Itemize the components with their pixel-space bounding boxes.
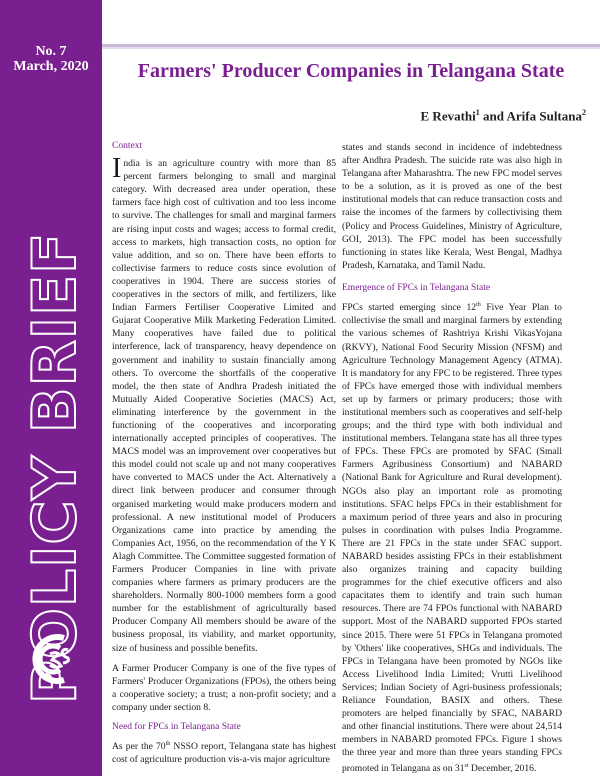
need-paragraph: [112, 738, 336, 766]
author-2-mark: 2: [582, 108, 586, 117]
right-paragraph-2-text-b: Five Year Plan to collectivise the small and marginal farmers by extending the various schemes of Rashtriya Krishi VikasYojana (RKVY), National Food Security Mission (NFSM) and Agriculture Technology Management Agency (ATMA). It is mandatory for any FPC to be registered. Three types of FPCs have emerged those with individual members set up by farmers or primary producers; those with institutional members such as cooperatives and self-help groups; and the third type with both individual and institutional members. Telangana state has all three types of FPCs. These FPCs are promoted by SFAC (Small Farmers Agribusiness Consortium) and NABARD (National Bank for Agriculture and Rural development). NGOs also play an important role as promoting institutions. SFAC helps FPCs in their establishment for a maximum period of three years and also in procuring pulses in coordination with pulses India Programme. There are 21 FPCs in the state under SFAC support. NABARD besides assisting FPCs in their establishment also organizes training and capacity building programmes for the chief executive officers and also capacitates them to identify and train such human resources. There are 74 FPOs functional with NABARD support. Most of the NABARD supported FPOs started since 2015. There were 51 FPCs in Telangana promoted by 'Others' like cooperatives, SHGs and individuals. The FPCs in Telangana have been promoted by NGOs like Access Livelihood India Limited; Vrutti Livelihood Services; Indian Society of Agri-business professionals; Reliance Foundation, BASIX and others. These promoters are helped financially by SFAC, NABARD and other financial institutions. There were about 24,514 members in NABARD promoted FPCs. Figure 1 shows the three year and more than three years standing FPCs promoted in Telangana as on 31: [342, 302, 562, 774]
context-heading: Context: [112, 141, 143, 151]
author-1: E Revathi: [420, 108, 476, 124]
need-paragraph-sup: th: [165, 741, 171, 748]
context-paragraph-1: [112, 153, 336, 655]
left-column: [112, 140, 336, 774]
author-2: Arifa Sultana: [506, 108, 582, 124]
right-paragraph-2-text-a: FPCs started emerging since 12: [342, 302, 477, 314]
right-paragraph-2-sup2: st: [464, 762, 469, 769]
issue-info: [6, 44, 96, 74]
dropcap: I: [112, 153, 122, 185]
cess-logo-icon: [20, 628, 82, 690]
context-paragraph-1-text: ndia is an agriculture country with more than 85 percent farmers belonging to small and marginal category. With decreased area under operation, these farmers face high cost of cultivation and too less income to survive. The challenges for small and marginal farmers are rising input costs and wages; access to formal credit, access to markets, high transaction costs, no option for value addition, and so on. There have been efforts to collectivise farmers to reduce costs since evolution of cooperatives in 1904. There are success stories of cooperatives in the sectors of milk, and fertilizers, like Indian Farmers Fertiliser Cooperative Limited and Gujarat Cooperative Milk Marketing Federation Limited. Many cooperatives have failed due to political interference, lack of transparency, heavy dependence on government and inability to sustain financially among others. To overcome the shortfalls of the cooperative model, the then state of Andhra Pradesh initiated the Mutually Aided Cooperative Societies (MACS) Act, eliminating interference by the government in the functioning of the cooperatives and incorporating internationally accepted principles of cooperatives. The MACS model was an improvement over cooperatives but this model could not scale up and not many cooperatives have converted to MACS under the Act. Alternatively a direct link between producer and consumer through organised marketing would make producers modern and professional. A new institutional model of Producers Organizations came into practice by amending the Companies Act, 1956, on the recommendation of the Y K Alagh Committee. The Committee suggested formation of Farmers Producer Companies in line with private companies where farmers as primary producers are the shareholders. Normally 800-1000 members form a good number for the establishment of agriculturally based Producer Company All members should be aware of the business proposal, its viability, and market opportunity, size of business and possible benefits.: [112, 158, 336, 654]
policy-brief-title: POLICY BRIEF: [20, 231, 90, 705]
right-paragraph-2-text-c: December, 2016.: [468, 762, 537, 774]
issue-date: March, 2020: [13, 59, 89, 74]
issue-number: No. 7: [35, 44, 67, 59]
emergence-heading: Emergence of FPCs in Telangana State: [342, 282, 491, 293]
right-paragraph-2: [342, 299, 562, 775]
right-paragraph-2-sup: th: [476, 302, 481, 309]
context-paragraph-2: A Farmer Producer Company is one of the five types of Farmers' Producer Organizations (FPOs), the others being a cooperative society; a trust; a non-profit society; and a company under section 8.: [112, 662, 336, 713]
page-title: Farmers' Producer Companies in Telangana State: [137, 60, 565, 82]
need-paragraph-text-a: As per the 70: [112, 741, 166, 753]
sidebar: [0, 0, 102, 776]
right-column: [342, 141, 562, 776]
authors: [421, 108, 586, 124]
right-paragraph-1: states and stands second in incidence of indebtedness after Andhra Pradesh. The suicide rate was also high in Telangana after Maharashtra. The new FPC model serves to be a solution, as it is proved as one of the best institutional models that can reduce transaction costs and raise the incomes of the farmers by collectivising them (Policy and Process Guidelines, Ministry of Agriculture, GOI, 2013). The FPC model has been successfully functioning in states like Kerala, West Bengal, Madhya Pradesh, Karnataka, and Tamil Nadu.: [342, 142, 562, 271]
author-joiner: and: [479, 108, 507, 124]
author-1-mark: 1: [475, 108, 480, 117]
need-heading: Need for FPCs in Telangana State: [112, 722, 241, 733]
need-paragraph-text-b: NSSO report, Telangana state has highest cost of agriculture production vis-a-vis major agriculture: [112, 741, 337, 766]
